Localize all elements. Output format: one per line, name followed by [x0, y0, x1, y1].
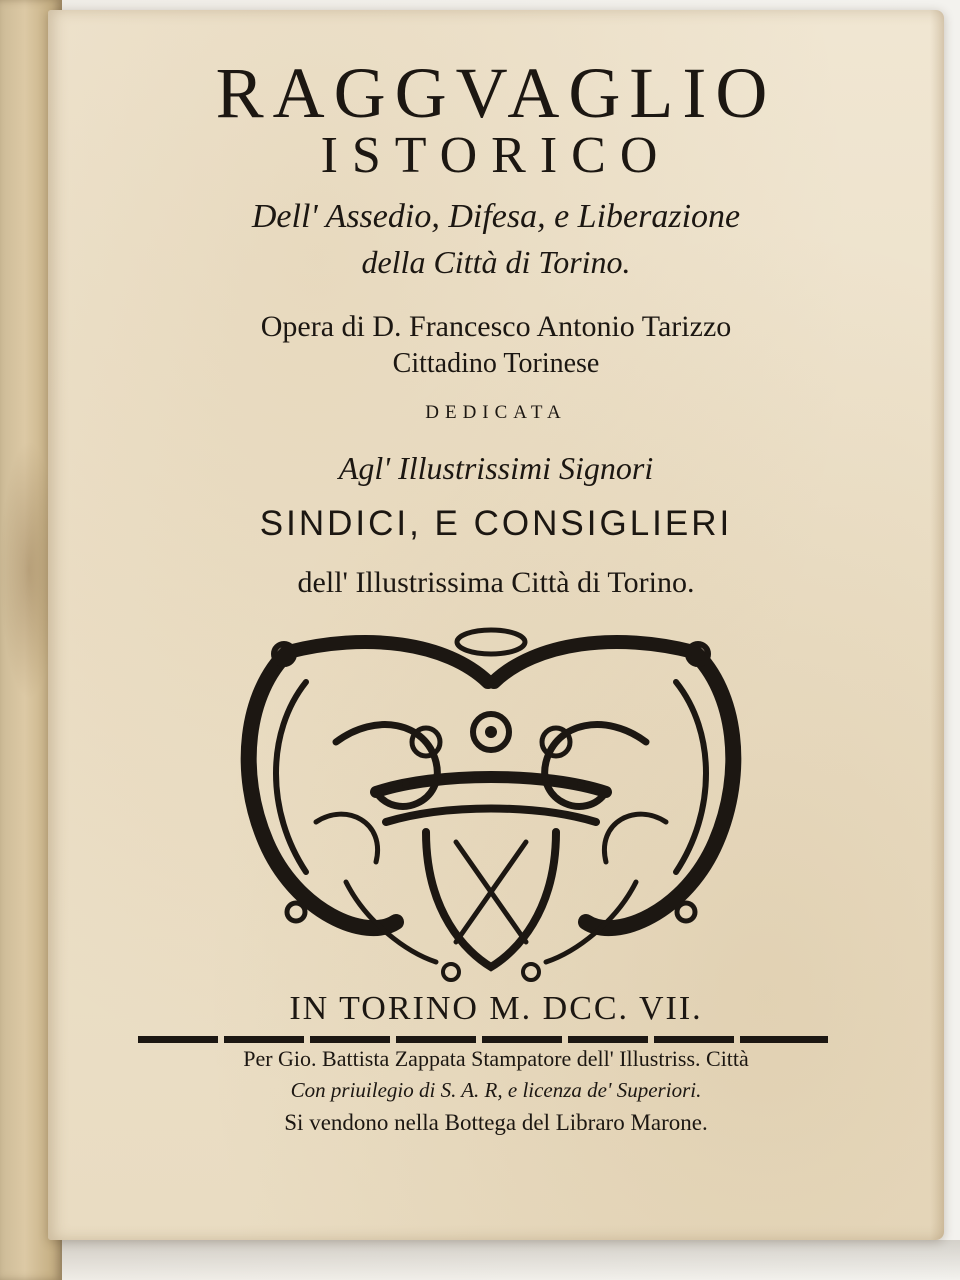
- dedication-line-2: SINDICI, E CONSIGLIERI: [259, 504, 733, 543]
- dedication-label: DEDICATA: [425, 402, 567, 423]
- title-line-1: RAGGVAGLIO: [215, 53, 777, 133]
- imprint-place-date: IN TORINO M. DCC. VII.: [289, 990, 703, 1027]
- title-page: [48, 10, 944, 1240]
- dedication-line-1: Agl' Illustrissimi Signori: [338, 450, 654, 486]
- subtitle-line-1: Dell' Assedio, Difesa, e Liberazione: [251, 198, 741, 235]
- imprint-privilege: Con priuilegio di S. A. R, e licenza de' Superiori.: [290, 1078, 702, 1102]
- subtitle-line-2: della Città di Torino.: [361, 244, 631, 280]
- dedication-line-3: dell' Illustrissima Città di Torino.: [297, 566, 695, 599]
- imprint-seller: Si vendono nella Bottega del Libraro Marone.: [284, 1110, 708, 1135]
- author-line-2: Cittadino Torinese: [392, 348, 600, 379]
- title-line-2: ISTORICO: [320, 127, 672, 184]
- table-shadow: [60, 1240, 960, 1280]
- printer-device-crown-icon: [226, 622, 756, 994]
- imprint-printer: Per Gio. Battista Zappata Stampatore dell' Illustriss. Città: [243, 1046, 749, 1071]
- author-line-1: Opera di D. Francesco Antonio Tarizzo: [260, 310, 732, 343]
